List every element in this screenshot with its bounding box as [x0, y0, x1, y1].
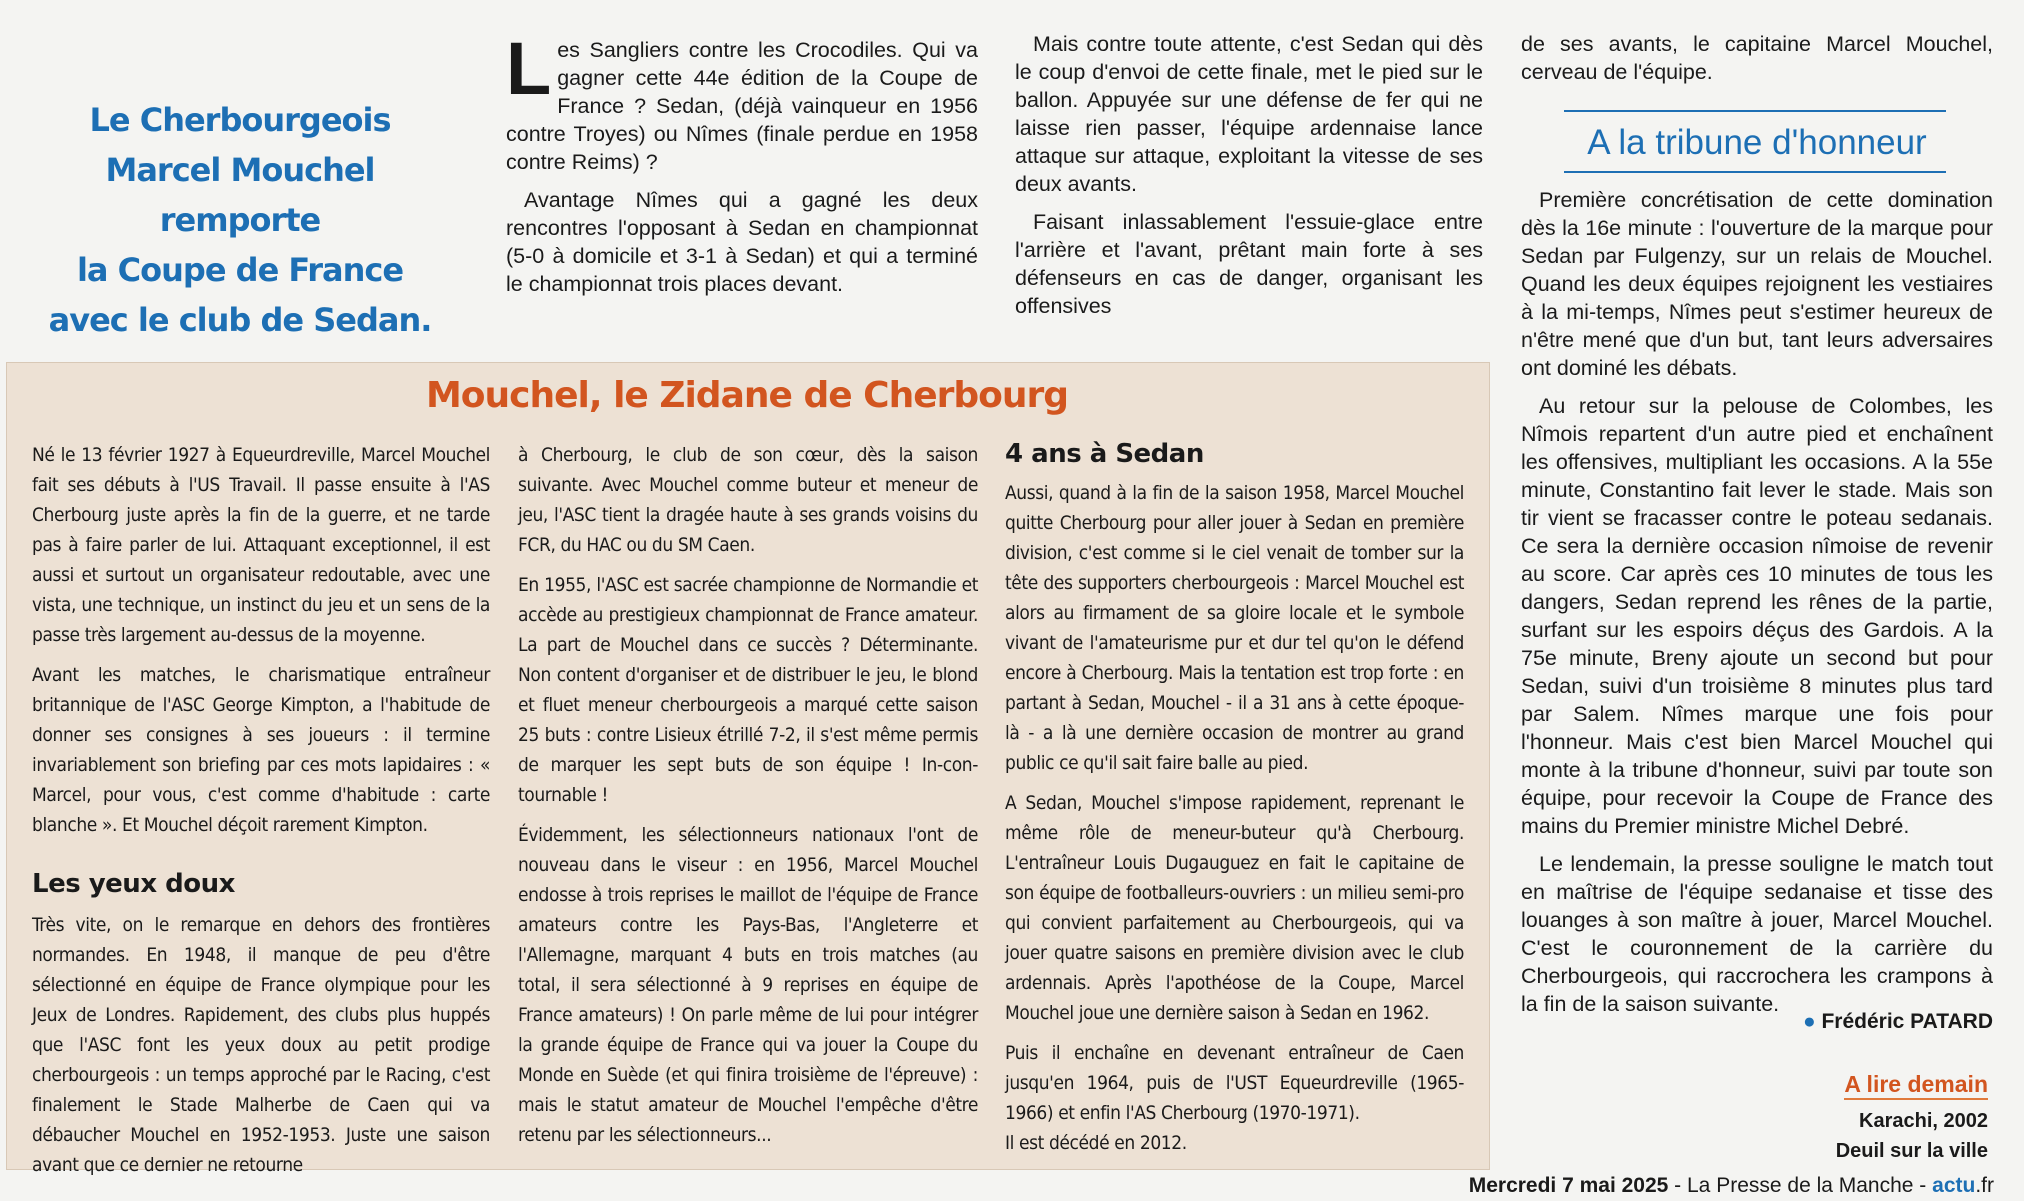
divider [1564, 110, 1946, 112]
box-column-2 [518, 440, 978, 1150]
paragraph: Mais contre toute attente, c'est Sedan qui dès le coup d'envoi de cette finale, met le pied sur le ballon. Appuyée sur une défense de fer qui ne laisse rien passer, l'équipe ardennaise lance attaque sur attaque, exploitant la vitesse de ses deux avants. [1015, 32, 1483, 196]
paragraph: Très vite, on le remarque en dehors des frontières normandes. En 1948, il manque de peu d'être sélectionné en équipe de France olympique pour les Jeux de Londres. Rapidement, des clubs plus huppés que l'ASC font les yeux doux au petit prodige cherbourgeois : un temps approché par le Racing, c'est finalement le Stade Malherbe de Caen qui va débaucher Mouchel en 1952-1953. Juste une saison avant que ce dernier ne retourne [32, 914, 490, 1176]
paragraph: En 1955, l'ASC est sacrée championne de Normandie et accède au prestigieux championnat de France amateur. La part de Mouchel dans ce succès ? Déterminante. Non content d'organiser et de distribuer le jeu, le blond et fluet meneur cherbourgeois a marqué cette saison 25 buts : contre Lisieux étrillé 7-2, il s'est même permis de marquer les sept buts de son équipe ! In-con-tournable ! [518, 574, 978, 806]
footer-site-tld: .fr [1975, 1174, 1994, 1197]
article-column-1 [506, 27, 978, 298]
box-column-3 [1005, 434, 1464, 1158]
page-footer [1469, 1172, 1994, 1200]
paragraph: A Sedan, Mouchel s'impose rapidement, reprenant le même rôle de meneur-buteur qu'à Cherbourg. L'entraîneur Louis Dugauguez en fait le capitaine de son équipe de footballeurs-ouvriers : un milieu semi-pro qui convient parfaitement au Cherbourgeois, qui va jouer quatre saisons en première division avec le club ardennais. Après l'apothéose de la Coupe, Marcel Mouchel joue une dernière saison à Sedan en 1962. [1005, 792, 1464, 1024]
paragraph: Né le 13 février 1927 à Equeurdreville, Marcel Mouchel fait ses débuts à l'US Travail. Il passe ensuite à l'AS Cherbourg juste après la fin de la guerre, et ne tarde pas à faire parler de lui. Attaquant exceptionnel, il est aussi et surtout un organisateur redoutable, avec une vista, une technique, un instinct du jeu et un sens de la passe très largement au-dessus de la moyenne. [32, 444, 490, 646]
paragraph [506, 27, 978, 176]
intro-title-line: Le Cherbourgeois [89, 101, 391, 139]
paragraph: Puis il enchaîne en devenant entraîneur de Caen jusqu'en 1964, puis de l'UST Equeurdreville (1965-1966) et enfin l'AS Cherbourg (1970-1971). [1005, 1042, 1464, 1124]
article-column-3-body [1521, 186, 1993, 1018]
intro-title-line: avec le club de Sedan. [48, 301, 432, 339]
footer-site-link[interactable]: actu [1932, 1174, 1976, 1197]
next-teaser [1836, 1070, 1988, 1166]
paragraph: Première concrétisation de cette domination dès la 16e minute : l'ouverture de la marque pour Sedan par Fulgenzy, sur un relais de Mouchel. Quand les deux équipes rejoignent les vestiaires à la mi-temps, Nîmes peut s'estimer heureux de n'être mené que d'un but, tant leurs adversaires ont dominé les débats. [1521, 188, 1993, 380]
paragraph: Il est décédé en 2012. [1005, 1132, 1187, 1154]
section-heading: Les yeux doux [32, 869, 235, 899]
box-column-1 [32, 440, 490, 1180]
paragraph: Avantage Nîmes qui a gagné les deux rencontres l'opposant à Sedan en championnat (5-0 à domicile et 3-1 à Sedan) et qui a terminé le championnat trois places devant. [506, 188, 978, 296]
paragraph: Au retour sur la pelouse de Colombes, les Nîmois repartent d'un autre pied et enchaînent les offensives, multipliant les occasions. A la 55e minute, Constantino fait lever le stade. Mais son tir vient se fracasser contre le poteau sedanais. Ce sera la dernière occasion nîmoise de revenir au score. Car après ces 10 minutes de tous les dangers, Sedan reprend les rênes de la partie, surfant sur les espoirs déçus des Gardois. A la 75e minute, Breny ajoute un second but pour Sedan, suivi d'un troisième 8 minutes plus tard par Salem. Nîmes marque une fois pour l'honneur. Mais c'est bien Marcel Mouchel qui monte à la tribune d'honneur, suivi par toute son équipe, pour recevoir la Coupe de France des mains du Premier ministre Michel Debré. [1521, 394, 1993, 838]
next-teaser-subtitle: Deuil sur la ville [1835, 1140, 1988, 1162]
footer-publication: - La Presse de la Manche - [1668, 1174, 1933, 1197]
footer-date: Mercredi 7 mai 2025 [1468, 1174, 1669, 1197]
intro-title [30, 95, 450, 345]
paragraph: Aussi, quand à la fin de la saison 1958, Marcel Mouchel quitte Cherbourg pour aller jouer à Sedan en première division, c'est comme si le ciel venait de tomber sur la tête des supporters cherbourgeois : Marcel Mouchel est alors au firmament de sa gloire locale et le symbole vivant de l'amateurisme pur et dur tel qu'on le défend encore à Cherbourg. Mais la tentation est trop forte : en partant à Sedan, Mouchel - il a 31 ans à cette époque-là - a là une dernière occasion de montrer au grand public ce qu'il sait faire balle au pied. [1005, 482, 1464, 774]
paragraph: à Cherbourg, le club de son cœur, dès la saison suivante. Avec Mouchel comme buteur et meneur de jeu, l'ASC tient la dragée haute à ses grands voisins du FCR, du HAC ou du SM Caen. [518, 444, 978, 556]
article-column-3 [1521, 30, 1993, 86]
intro-title-line: la Coupe de France [76, 251, 404, 289]
section-subhead: A la tribune d'honneur [1587, 123, 1927, 162]
sidebar-box-title: Mouchel, le Zidane de Cherbourg [425, 375, 1069, 416]
intro-title-line: Marcel Mouchel remporte [105, 151, 375, 239]
bullet-icon: ● [1802, 1010, 1816, 1033]
article-column-2 [1015, 30, 1483, 320]
next-teaser-label: A lire demain [1844, 1070, 1988, 1100]
divider [1564, 171, 1946, 173]
drop-cap: L [506, 27, 552, 110]
paragraph: Le lendemain, la presse souligne le match tout en maîtrise de l'équipe sedanaise et tisse des louanges à son maître à jouer, Marcel Mouchel. C'est le couronnement de la carrière du Cherbourgeois, qui raccrochera les crampons à la fin de la saison suivante. [1521, 852, 1993, 1016]
author-byline [1803, 1010, 1993, 1034]
paragraph: Faisant inlassablement l'essuie-glace entre l'arrière et l'avant, prêtant main forte à ses défenseurs en cas de danger, organisant les offensives [1015, 210, 1483, 318]
paragraph-text: es Sangliers contre les Crocodiles. Qui va gagner cette 44e édition de la Coupe de France ? Sedan, (déjà vainqueur en 1956 contre Troyes) ou Nîmes (finale perdue en 1958 contre Reims) ? [506, 38, 978, 174]
paragraph: Avant les matches, le charismatique entraîneur britannique de l'ASC George Kimpton, a l'habitude de donner ses consignes à ses joueurs : il termine invariablement son briefing par ces mots lapidaires : « Marcel, pour vous, c'est comme d'habitude : carte blanche ». Et Mouchel déçoit rarement Kimpton. [32, 664, 490, 836]
paragraph: Évidemment, les sélectionneurs nationaux l'ont de nouveau dans le viseur : en 1956, Marcel Mouchel endosse à trois reprises le maillot de l'équipe de France amateurs contre les Pays-Bas, l'Angleterre et l'Allemagne, marquant 4 buts en trois matches (au total, il sera sélectionné à 9 reprises en équipe de France amateurs) ! On parle même de lui pour intégrer la grande équipe de France qui va jouer la Coupe du Monde en Suède (et qui finira troisième de l'épreuve) : mais le statut amateur de Mouchel l'empêche d'être retenu par les sélectionneurs... [518, 824, 978, 1146]
author-name: Frédéric PATARD [1821, 1010, 1993, 1033]
next-teaser-title: Karachi, 2002 [1859, 1110, 1988, 1132]
section-heading: 4 ans à Sedan [1005, 439, 1204, 469]
paragraph: de ses avants, le capitaine Marcel Mouchel, cerveau de l'équipe. [1521, 32, 1993, 84]
